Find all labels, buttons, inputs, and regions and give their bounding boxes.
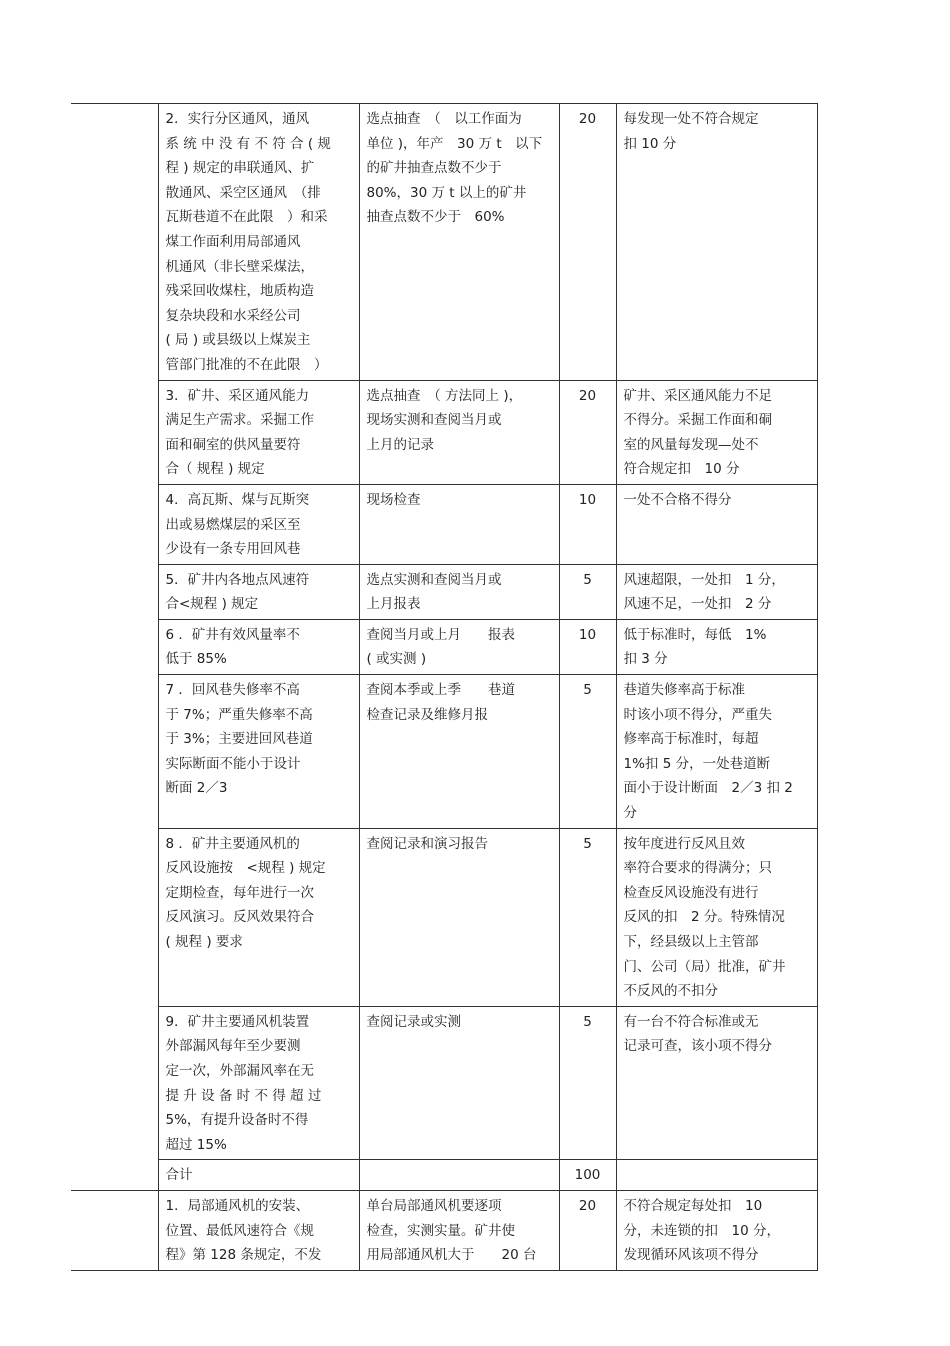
item-cell: 6 ．矿井有效风量率不 低于 85%: [158, 619, 359, 674]
table-row: [71, 675, 817, 829]
item-cell: 1．局部通风机的安装、 位置、最低风速符合《规 程》第 128 条规定，不发: [158, 1190, 359, 1270]
deduction-cell: 风速超限，一处扣 1 分， 风速不足，一处扣 2 分: [616, 564, 817, 619]
method-cell: 单台局部通风机要逐项 检查，实测实量。矿井使 用局部通风机大于 20 台: [359, 1190, 559, 1270]
score-cell: 5: [559, 564, 616, 619]
table-row: [71, 380, 817, 484]
method-cell: 查阅记录或实测: [359, 1006, 559, 1160]
category-cell: [71, 104, 158, 1191]
deduction-cell: 一处不合格不得分: [616, 484, 817, 564]
item-cell: 合计: [158, 1160, 359, 1191]
item-cell: 7 ．回风巷失修率不高 于 7%；严重失修率不高 于 3%；主要进回风巷道 实际断面不能小于设计 断面 2／3: [158, 675, 359, 829]
item-cell: 5．矿井内各地点风速符 合<规程 ) 规定: [158, 564, 359, 619]
table-row: [71, 104, 817, 381]
table-row: [71, 828, 817, 1006]
table-row: [71, 1160, 817, 1191]
item-cell: 3．矿井、采区通风能力 满足生产需求。采掘工作 面和硐室的供风量要符 合（ 规程 ) 规定: [158, 380, 359, 484]
deduction-cell: [616, 1160, 817, 1191]
method-cell: 查阅本季或上季 巷道 检查记录及维修月报: [359, 675, 559, 829]
deduction-cell: 有一台不符合标准或无 记录可查，该小项不得分: [616, 1006, 817, 1160]
score-cell: 5: [559, 1006, 616, 1160]
score-cell: 20: [559, 380, 616, 484]
standards-table: [71, 103, 818, 1271]
score-cell: 100: [559, 1160, 616, 1191]
deduction-cell: 低于标准时，每低 1% 扣 3 分: [616, 619, 817, 674]
item-cell: 9．矿井主要通风机装置 外部漏风每年至少要测 定一次，外部漏风率在无 提 升 设 备 时 不 得 超 过 5%，有提升设备时不得 超过 15%: [158, 1006, 359, 1160]
score-cell: 20: [559, 104, 616, 381]
score-cell: 10: [559, 619, 616, 674]
item-cell: 2．实行分区通风，通风 系 统 中 没 有 不 符 合 ( 规 程 ) 规定的串联通风、扩 散通风、采空区通风 （排 瓦斯巷道不在此限 ）和采 煤工作面利用局部通风 机通风（非长壁采煤法， 残采回收煤柱，地质构造 复杂块段和水采经公司 ( 局 ) 或县级以上煤炭主 管部门批准的不在此限 ）: [158, 104, 359, 381]
method-cell: 查阅记录和演习报告: [359, 828, 559, 1006]
item-cell: 4．高瓦斯、煤与瓦斯突 出或易燃煤层的采区至 少设有一条专用回风巷: [158, 484, 359, 564]
method-cell: 选点抽查 （ 方法同上 )， 现场实测和查阅当月或 上月的记录: [359, 380, 559, 484]
table-row: [71, 484, 817, 564]
item-cell: 8 ．矿井主要通风机的 反风设施按 <规程 ) 规定 定期检查，每年进行一次 反风演习。反风效果符合 ( 规程 ) 要求: [158, 828, 359, 1006]
table-row: [71, 1190, 817, 1270]
method-cell: 现场检查: [359, 484, 559, 564]
table-row: [71, 1006, 817, 1160]
score-cell: 10: [559, 484, 616, 564]
deduction-cell: 巷道失修率高于标准 时该小项不得分，严重失 修率高于标准时，每超 1%扣 5 分，一处巷道断 面小于设计断面 2／3 扣 2 分: [616, 675, 817, 829]
deduction-cell: 矿井、采区通风能力不足 不得分。采掘工作面和硐 室的风量每发现—处不 符合规定扣 10 分: [616, 380, 817, 484]
method-cell: 选点实测和查阅当月或 上月报表: [359, 564, 559, 619]
table-row: [71, 564, 817, 619]
category-cell: [71, 1190, 158, 1270]
deduction-cell: 每发现一处不符合规定 扣 10 分: [616, 104, 817, 381]
method-cell: 查阅当月或上月 报表 ( 或实测 ): [359, 619, 559, 674]
score-cell: 5: [559, 675, 616, 829]
deduction-cell: 按年度进行反风且效 率符合要求的得满分；只 检查反风设施没有进行 反风的扣 2 分。特殊情况 下，经县级以上主管部 门、公司（局）批准，矿井 不反风的不扣分: [616, 828, 817, 1006]
table-row: [71, 619, 817, 674]
score-cell: 5: [559, 828, 616, 1006]
deduction-cell: 不符合规定每处扣 10 分，未连锁的扣 10 分， 发现循环风该项不得分: [616, 1190, 817, 1270]
method-cell: [359, 1160, 559, 1191]
score-cell: 20: [559, 1190, 616, 1270]
method-cell: 选点抽查 （ 以工作面为 单位 )，年产 30 万 t 以下 的矿井抽查点数不少于 80%，30 万 t 以上的矿井 抽查点数不少于 60%: [359, 104, 559, 381]
